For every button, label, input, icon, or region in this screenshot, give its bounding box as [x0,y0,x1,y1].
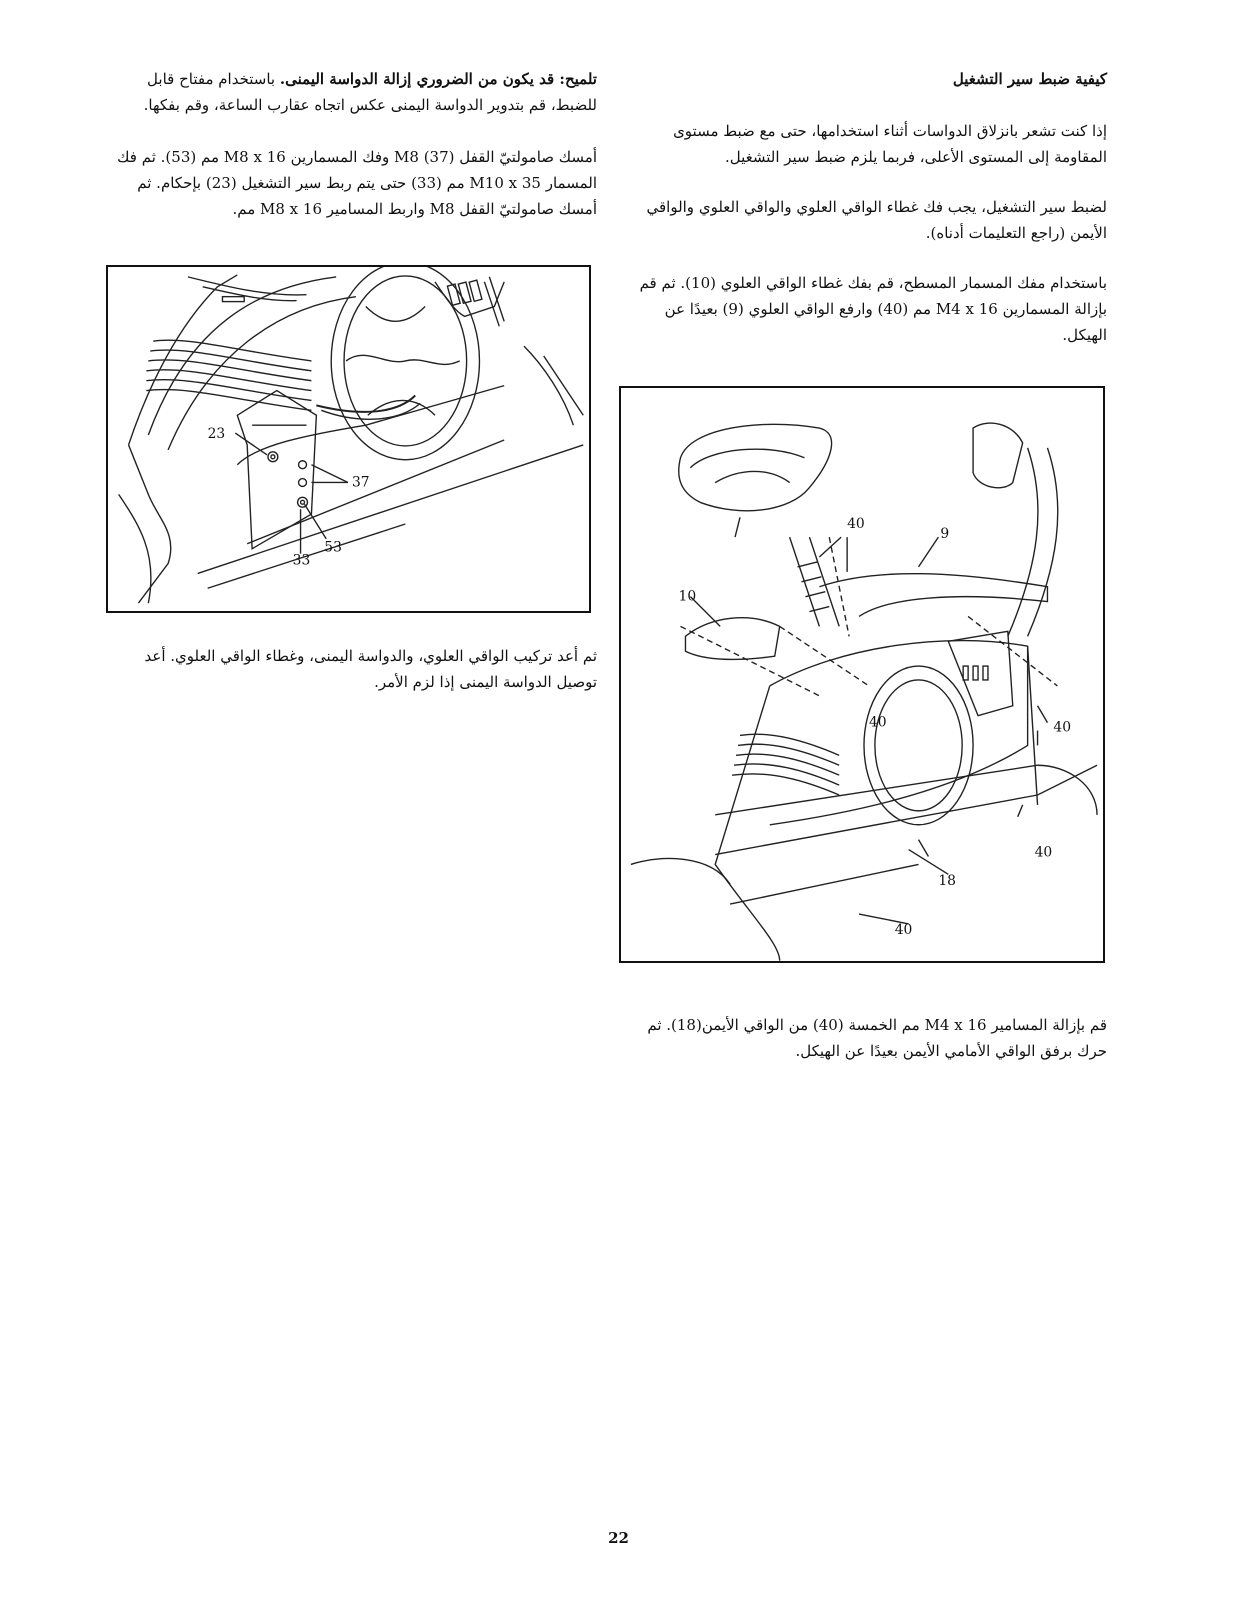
label-right-shield-18: 18 [938,873,957,890]
label-screw-40-top: 40 [847,516,865,533]
label-screw-40-bottom: 40 [894,921,913,938]
label-screw-40-left: 40 [868,714,887,731]
intro-paragraph: إذا كنت تشعر بانزلاق الدواسات أثناء استخدامها، حتى مع ضبط مستوى المقاومة إلى المستوى الأعلى، فربما يلزم ضبط سير التشغيل. [673,122,1107,166]
tip-text: باستخدام مفتاح قابل للضبط، قم بتدوير الدواسة اليمنى عكس اتجاه عقارب الساعة، وقم بفكها. [143,70,597,114]
shield-removal-figure [619,386,1105,963]
cover-removal-paragraph: باستخدام مفك المسمار المسطح، قم بفك غطاء الواقي العلوي (10). ثم قم بإزالة المسمارين M4 x 16 مم (40) وارفع الواقي العلوي (9) بعيدًا عن الهيكل. [639,274,1107,344]
right-column [625,66,1107,348]
belt-adjust-paragraph: أمسك صامولتيّ القفل M8 (37) وفك المسمارين M8 x 16 مم (53). ثم فك المسمار M10 x 35 مم (33) حتى يتم ربط سير التشغيل (23) بإحكام. ثم أمسك صامولتيّ القفل M8 واربط المسامير M8 x 16 مم. [117,148,597,218]
bike-shield-drawing [621,388,1103,961]
label-screw-40-lower-right: 40 [1034,844,1053,861]
label-belt-23: 23 [207,426,226,443]
right-shield-removal-paragraph: قم بإزالة المسامير M4 x 16 مم الخمسة (40) من الواقي الأيمن(18). ثم حرك برفق الواقي الأمامي الأيمن بعيدًا عن الهيكل. [647,1016,1107,1060]
label-upper-shield-9: 9 [940,526,950,543]
left-column-lower [110,643,597,695]
label-screw-40-right: 40 [1053,719,1072,736]
label-bolt-33: 33 [292,552,311,569]
belt-adjustment-drawing [108,267,589,611]
left-column [110,66,597,222]
shield-removal-paragraph: لضبط سير التشغيل، يجب فك غطاء الواقي العلوي والواقي العلوي والواقي الأيمن (راجع التعليمات أدناه). [646,198,1107,242]
belt-adjustment-figure [106,265,591,613]
tip-paragraph [110,66,597,118]
section-heading: كيفية ضبط سير التشغيل [952,70,1107,88]
label-locknut-37: 37 [351,474,370,491]
label-shield-cover-10: 10 [678,588,697,605]
tip-label: تلميح: قد يكون من الضروري إزالة الدواسة اليمنى. [279,70,597,88]
right-column-lower [625,1012,1107,1064]
reassemble-paragraph: ثم أعد تركيب الواقي العلوي، والدواسة اليمنى، وغطاء الواقي العلوي. أعد توصيل الدواسة اليمنى إذا لزم الأمر. [144,647,597,691]
label-bolt-53: 53 [324,539,342,556]
page-number: 22 [608,1529,629,1547]
